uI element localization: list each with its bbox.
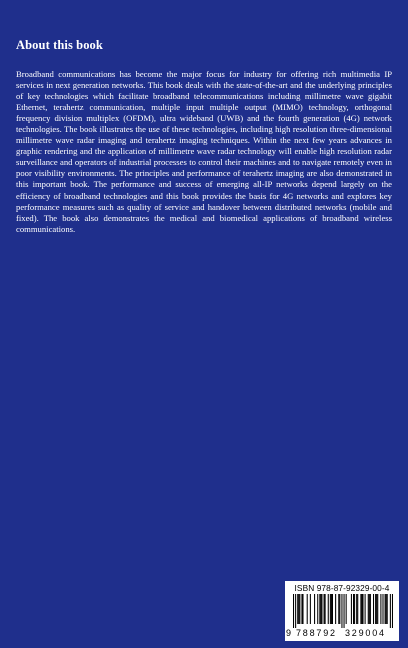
barcode-bar (338, 594, 339, 624)
barcode-bar (320, 594, 321, 624)
barcode-bar (335, 594, 336, 624)
barcode-bar (380, 594, 381, 624)
barcode-digits (285, 628, 399, 640)
barcode-bar (332, 594, 333, 624)
section-heading: About this book (16, 38, 103, 52)
barcode-bar (310, 594, 311, 624)
barcode-bar (356, 594, 357, 624)
barcode-bar (387, 594, 388, 624)
barcode-bar (362, 594, 363, 624)
barcode-bar (293, 594, 294, 628)
barcode-bars (293, 594, 393, 628)
barcode-bar (392, 594, 393, 628)
barcode-bar (376, 594, 377, 624)
barcode-bar (377, 594, 378, 624)
barcode-bar (317, 594, 318, 624)
barcode-bar (330, 594, 331, 624)
barcode-bar (307, 594, 308, 624)
barcode-bar (357, 594, 358, 624)
barcode-bar (354, 594, 355, 624)
barcode-bar (382, 594, 383, 624)
barcode-bar (386, 594, 387, 624)
barcode-bar (351, 594, 352, 624)
barcode-bar (375, 594, 376, 624)
barcode-bar (324, 594, 325, 624)
barcode-first-digit: 9 (286, 628, 292, 638)
barcode-bar (369, 594, 370, 624)
barcode-bar (302, 594, 303, 624)
barcode-bar (319, 594, 320, 624)
barcode-bar (339, 594, 340, 624)
isbn-label: ISBN 978-87-92329-00-4 (294, 583, 390, 593)
barcode-bar (331, 594, 332, 624)
barcode-bar (373, 594, 374, 624)
barcode-bar (321, 594, 322, 624)
barcode-left-group: 788792 (296, 628, 337, 638)
barcode-bar (295, 594, 296, 628)
barcode-bar (298, 594, 299, 624)
barcode-bar (385, 594, 386, 624)
book-description: Broadband communications has become the major focus for industry for offering rich multimedia IP services in next generation networks. This book deals with the state-of-the-art and the underlying principles of key technologies which facilitate broadband telecommunications including millimetre wave gigabit Ethernet, terahertz communication, multiple input multiple output (MIMO) technology, orthogonal frequency division multiplex (OFDM), ultra wideband (UWB) and the fourth generation (4G) network technologies. The book illustrates the use of these technologies, including high resolution three-dimensional millimetre wave radar imaging and terahertz imaging techniques. Within the next few years advances in graphic rendering and the application of millimetre wave radar technology will enable high resolution radar surveillance and operators of industrial processes to control their machines and to navigate remotely even in poor visibility environments. The principles and performance of terahertz imaging are also demonstrated in this important book. The performance and success of emerging all-IP networks depend largely on the efficiency of broadband technologies and this book provides the basis for 4G networks and explores key performance measures such as quality of service and handover between distributed networks (mobile and fixed). The book also demonstrates the medical and biomedical applications of broadband wireless communications. (16, 69, 392, 234)
barcode-bar (314, 594, 315, 624)
barcode-right-group: 329004 (345, 628, 386, 638)
barcode-bar (301, 594, 302, 624)
barcode-bar (328, 594, 329, 624)
barcode-bar (344, 594, 345, 628)
barcode-bar (360, 594, 361, 624)
barcode-bar (297, 594, 298, 624)
isbn-barcode (285, 581, 399, 641)
barcode-bar (341, 594, 342, 628)
barcode-bar (353, 594, 354, 624)
barcode-bar (390, 594, 391, 628)
barcode-bar (370, 594, 371, 624)
barcode-bar (361, 594, 362, 624)
barcode-bar (368, 594, 369, 624)
barcode-bar (346, 594, 347, 624)
barcode-bar (299, 594, 300, 624)
barcode-bar (365, 594, 366, 624)
barcode-bar (325, 594, 326, 624)
